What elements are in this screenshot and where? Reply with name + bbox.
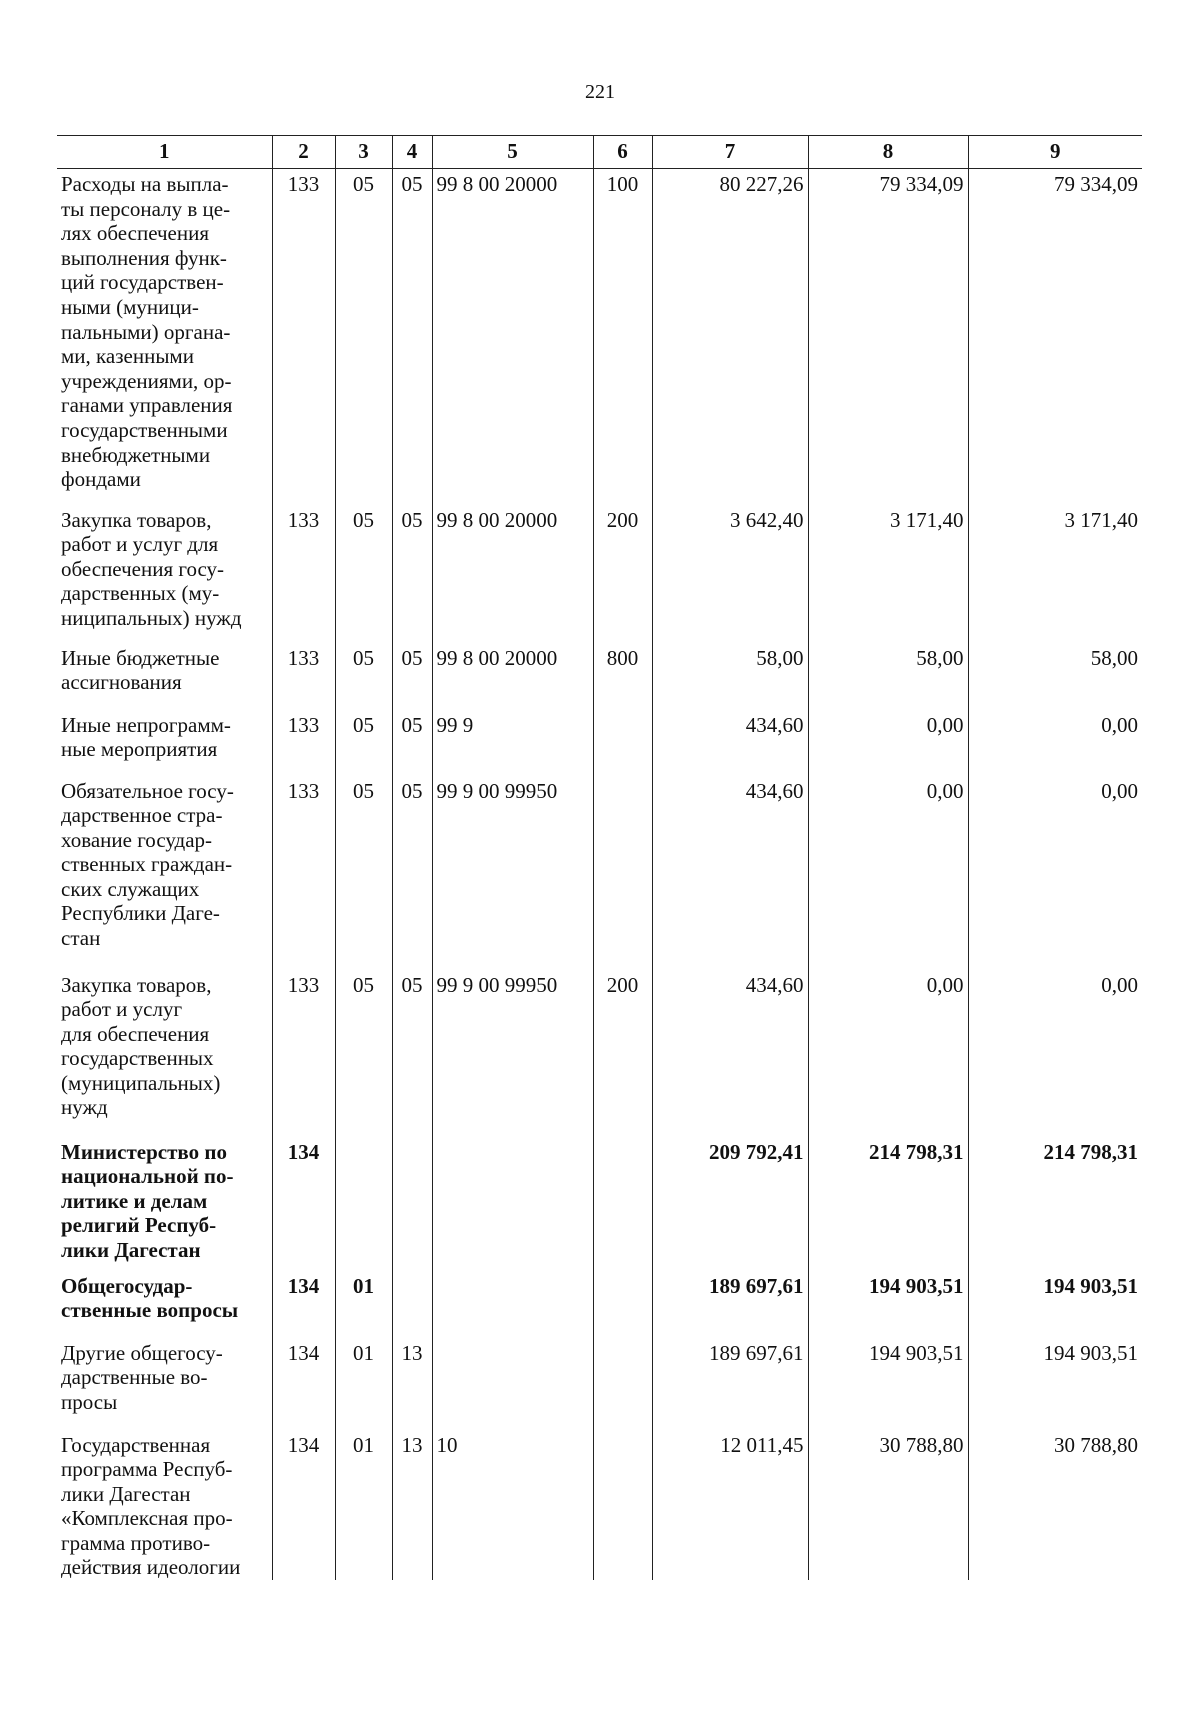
section-code-cell: 01 xyxy=(335,1338,392,1430)
amount-col-7-cell: 209 792,41 xyxy=(652,1137,808,1271)
expense-name-line: лики Дагестан xyxy=(61,1481,191,1506)
expense-name-line: грамма противо- xyxy=(61,1530,211,1555)
target-article-code-cell: 99 8 00 20000 xyxy=(432,643,593,710)
section-code-cell: 05 xyxy=(335,643,392,710)
expense-name-line: государственных xyxy=(61,1046,214,1071)
column-number-1: 1 xyxy=(57,136,272,169)
expense-name-line: действия идеологии xyxy=(61,1555,241,1580)
amount-col-8-cell: 0,00 xyxy=(808,710,968,776)
amount-col-8-cell: 58,00 xyxy=(808,643,968,710)
expense-name-line: литике и делам xyxy=(61,1188,208,1213)
amount-col-8-cell: 194 903,51 xyxy=(808,1338,968,1430)
expense-name-cell xyxy=(57,970,272,1137)
expense-name-line: дарственное стра- xyxy=(61,803,223,828)
section-code-cell: 05 xyxy=(335,776,392,970)
table-row xyxy=(57,169,1142,505)
target-article-code-cell xyxy=(432,1271,593,1338)
target-article-code-cell xyxy=(432,1137,593,1271)
expense-name-line: дарственные во- xyxy=(61,1365,208,1390)
subsection-code-cell: 13 xyxy=(392,1430,432,1581)
column-number-6: 6 xyxy=(593,136,652,169)
grbs-code-cell: 133 xyxy=(272,776,335,970)
section-code-cell xyxy=(335,1137,392,1271)
expense-name-line: хование государ- xyxy=(61,827,213,852)
expense-name-line: программа Респуб- xyxy=(61,1457,233,1482)
expense-name-line: ганами управления xyxy=(61,393,233,418)
expense-name-line: религий Респуб- xyxy=(61,1213,217,1238)
amount-col-7-cell: 434,60 xyxy=(652,710,808,776)
expense-type-code-cell xyxy=(593,1271,652,1338)
expense-name-line: Обязательное госу- xyxy=(61,778,234,803)
grbs-code-cell: 133 xyxy=(272,643,335,710)
target-article-code-cell: 99 9 xyxy=(432,710,593,776)
amount-col-8-cell: 194 903,51 xyxy=(808,1271,968,1338)
expense-name-line: государственными xyxy=(61,417,228,442)
expense-name-line: ными (муници- xyxy=(61,294,199,319)
amount-col-9-cell: 194 903,51 xyxy=(1043,1340,1138,1365)
expense-name-line: ственные вопросы xyxy=(61,1298,239,1323)
section-code-cell: 05 xyxy=(335,970,392,1137)
grbs-code-cell: 134 xyxy=(272,1338,335,1430)
expense-name-line: ты персоналу в це- xyxy=(61,196,231,221)
amount-col-7-cell: 3 642,40 xyxy=(652,505,808,643)
expense-name-line: работ и услуг для xyxy=(61,532,219,557)
column-number-4: 4 xyxy=(392,136,432,169)
table-row xyxy=(57,505,1142,643)
expense-name-line: ные мероприятия xyxy=(61,737,218,762)
expense-name-cell xyxy=(57,710,272,776)
expense-type-code-cell xyxy=(593,710,652,776)
expense-type-code-cell xyxy=(593,776,652,970)
expense-name-line: учреждениями, ор- xyxy=(61,368,232,393)
target-article-code-cell xyxy=(432,1338,593,1430)
amount-col-9-cell: 0,00 xyxy=(1101,712,1138,737)
grbs-code-cell: 133 xyxy=(272,169,335,505)
amount-col-8-cell: 0,00 xyxy=(808,970,968,1137)
expense-name-line: лики Дагестан xyxy=(61,1237,201,1262)
expense-type-code-cell: 200 xyxy=(593,970,652,1137)
table-row xyxy=(57,1271,1142,1338)
budget-table-body xyxy=(57,169,1142,1581)
expense-name-cell xyxy=(57,1271,272,1338)
amount-col-8-cell: 30 788,80 xyxy=(808,1430,968,1581)
expense-name-line: Государственная xyxy=(61,1432,211,1457)
expense-name-cell xyxy=(57,643,272,710)
column-number-8: 8 xyxy=(808,136,968,169)
expense-name-line: Расходы на выпла- xyxy=(61,172,229,196)
expense-name-line: обеспечения госу- xyxy=(61,556,225,581)
budget-table-sheet xyxy=(57,135,1142,1580)
grbs-code-cell: 134 xyxy=(272,1137,335,1271)
amount-col-8-cell: 79 334,09 xyxy=(808,169,968,505)
table-row xyxy=(57,710,1142,776)
amount-col-7-cell: 434,60 xyxy=(652,970,808,1137)
amount-col-7-cell: 80 227,26 xyxy=(652,169,808,505)
column-number-7: 7 xyxy=(652,136,808,169)
expense-type-code-cell xyxy=(593,1430,652,1581)
expense-name-cell xyxy=(57,776,272,970)
amount-col-9-cell: 0,00 xyxy=(1101,972,1138,997)
expense-name-cell xyxy=(57,1338,272,1430)
expense-name-cell xyxy=(57,1137,272,1271)
expense-type-code-cell: 100 xyxy=(593,169,652,505)
expense-name-line: Иные бюджетные xyxy=(61,645,220,670)
column-number-2: 2 xyxy=(272,136,335,169)
amount-col-7-cell: 189 697,61 xyxy=(652,1271,808,1338)
subsection-code-cell xyxy=(392,1271,432,1338)
amount-col-9-cell: 30 788,80 xyxy=(1054,1432,1138,1457)
subsection-code-cell: 05 xyxy=(392,643,432,710)
expense-name-line: Республики Даге- xyxy=(61,901,220,926)
amount-col-9-cell: 58,00 xyxy=(1090,645,1138,670)
amount-col-7-cell: 189 697,61 xyxy=(652,1338,808,1430)
amount-col-7-cell: 58,00 xyxy=(652,643,808,710)
grbs-code-cell: 133 xyxy=(272,710,335,776)
expense-name-line: ских служащих xyxy=(61,876,200,901)
expense-name-line: Иные непрограмм- xyxy=(61,712,231,737)
amount-col-8-cell: 3 171,40 xyxy=(808,505,968,643)
amount-col-7-cell: 434,60 xyxy=(652,776,808,970)
subsection-code-cell xyxy=(392,1137,432,1271)
table-row xyxy=(57,643,1142,710)
expense-name-line: национальной по- xyxy=(61,1164,234,1189)
expense-type-code-cell xyxy=(593,1338,652,1430)
target-article-code-cell: 10 xyxy=(432,1430,593,1581)
column-number-5: 5 xyxy=(432,136,593,169)
grbs-code-cell: 133 xyxy=(272,970,335,1137)
amount-col-7-cell: 12 011,45 xyxy=(652,1430,808,1581)
page-number: 221 xyxy=(585,81,615,103)
table-row xyxy=(57,1137,1142,1271)
target-article-code-cell: 99 8 00 20000 xyxy=(432,505,593,643)
table-row xyxy=(57,1430,1142,1581)
column-number-9: 9 xyxy=(968,136,1142,169)
expense-name-line: ми, казенными xyxy=(61,344,194,369)
subsection-code-cell: 13 xyxy=(392,1338,432,1430)
section-code-cell: 05 xyxy=(335,169,392,505)
expense-name-line: работ и услуг xyxy=(61,997,183,1022)
expense-type-code-cell xyxy=(593,1137,652,1271)
expense-name-line: пальными) органа- xyxy=(61,319,231,344)
expense-type-code-cell: 200 xyxy=(593,505,652,643)
expense-name-line: Закупка товаров, xyxy=(61,507,212,532)
expense-type-code-cell: 800 xyxy=(593,643,652,710)
expense-name-line: просы xyxy=(61,1389,118,1414)
expense-name-cell xyxy=(57,1430,272,1581)
grbs-code-cell: 134 xyxy=(272,1430,335,1581)
expense-name-line: стан xyxy=(61,926,101,951)
section-code-cell: 05 xyxy=(335,505,392,643)
subsection-code-cell: 05 xyxy=(392,710,432,776)
expense-name-line: ниципальных) нужд xyxy=(61,605,242,630)
column-number-3: 3 xyxy=(335,136,392,169)
subsection-code-cell: 05 xyxy=(392,776,432,970)
expense-name-line: (муниципальных) xyxy=(61,1070,221,1095)
expense-name-line: лях обеспечения xyxy=(61,221,210,246)
target-article-code-cell: 99 8 00 20000 xyxy=(432,169,593,505)
expense-name-cell xyxy=(57,505,272,643)
table-row xyxy=(57,970,1142,1137)
expense-name-line: дарственных (му- xyxy=(61,581,220,606)
amount-col-8-cell: 0,00 xyxy=(808,776,968,970)
section-code-cell: 05 xyxy=(335,710,392,776)
amount-col-8-cell: 214 798,31 xyxy=(808,1137,968,1271)
grbs-code-cell: 133 xyxy=(272,505,335,643)
expense-name-line: Другие общегосу- xyxy=(61,1340,223,1365)
expense-name-line: для обеспечения xyxy=(61,1021,210,1046)
expense-name-line: ций государствен- xyxy=(61,270,224,295)
amount-col-9-cell: 3 171,40 xyxy=(1064,507,1138,532)
amount-col-9-cell: 0,00 xyxy=(1101,778,1138,803)
amount-col-9-cell: 79 334,09 xyxy=(1054,172,1138,196)
target-article-code-cell: 99 9 00 99950 xyxy=(432,970,593,1137)
expense-name-line: ассигнования xyxy=(61,670,182,695)
expense-name-cell xyxy=(57,169,272,505)
subsection-code-cell: 05 xyxy=(392,970,432,1137)
table-row xyxy=(57,776,1142,970)
column-number-row xyxy=(57,136,1142,169)
expense-name-line: внебюджетными xyxy=(61,442,211,467)
amount-col-9-cell: 214 798,31 xyxy=(1043,1139,1138,1164)
expense-name-line: Закупка товаров, xyxy=(61,972,212,997)
expense-name-line: ственных граждан- xyxy=(61,852,233,877)
budget-table xyxy=(57,135,1142,1580)
amount-col-9-cell: 194 903,51 xyxy=(1043,1273,1138,1298)
section-code-cell: 01 xyxy=(335,1430,392,1581)
expense-name-line: выполнения функ- xyxy=(61,245,227,270)
expense-name-line: Министерство по xyxy=(61,1139,227,1164)
expense-name-line: «Комплексная про- xyxy=(61,1506,233,1531)
expense-name-line: нужд xyxy=(61,1095,108,1120)
table-row xyxy=(57,1338,1142,1430)
target-article-code-cell: 99 9 00 99950 xyxy=(432,776,593,970)
expense-name-line: фондами xyxy=(61,467,141,492)
subsection-code-cell: 05 xyxy=(392,505,432,643)
subsection-code-cell: 05 xyxy=(392,169,432,505)
expense-name-line: Общегосудар- xyxy=(61,1273,193,1298)
section-code-cell: 01 xyxy=(335,1271,392,1338)
grbs-code-cell: 134 xyxy=(272,1271,335,1338)
